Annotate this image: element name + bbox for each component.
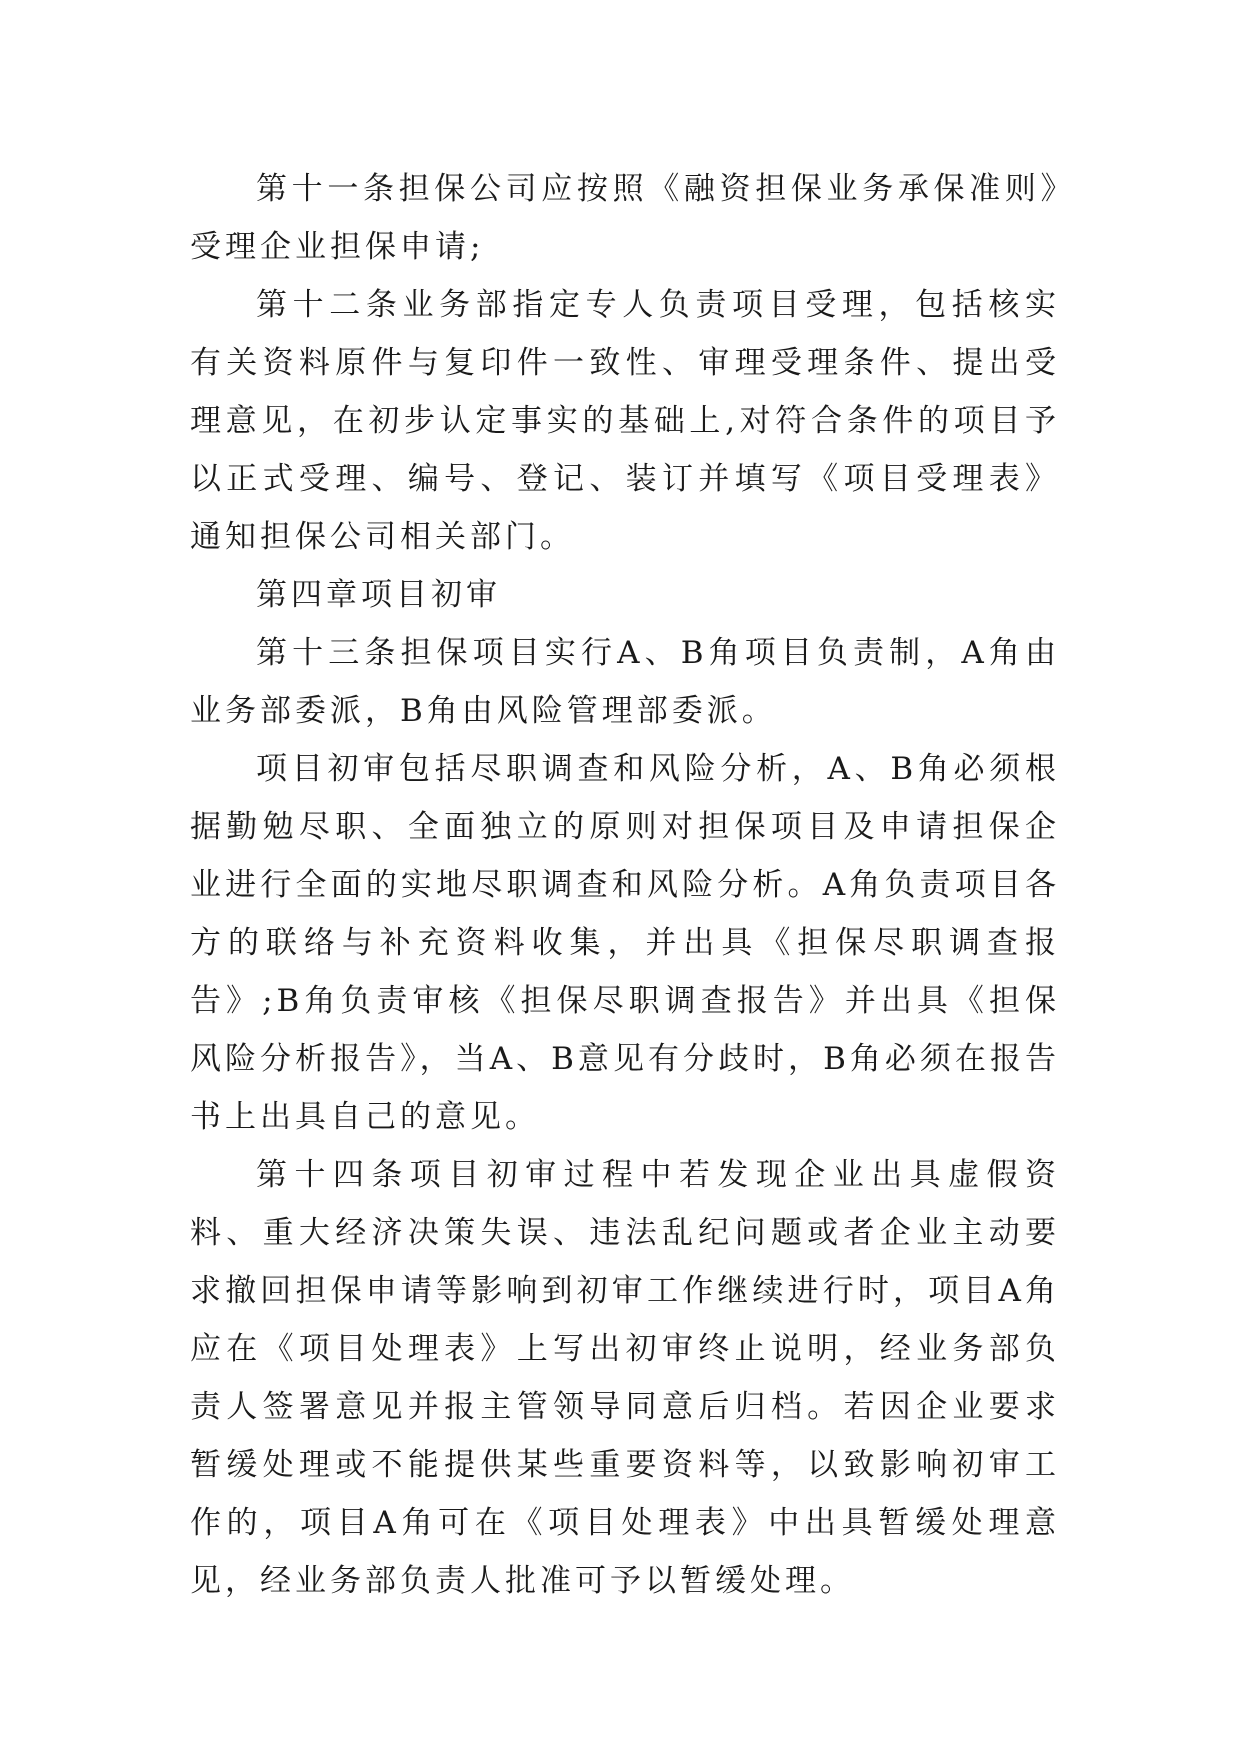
paragraph-initial-review: 项目初审包括尽职调查和风险分析，A、B角必须根据勤勉尽职、全面独立的原则对担保项目及申请担保企业进行全面的实地尽职调查和风险分析。A角负责项目各方的联络与补充资料收集，并出具《担保尽职调查报告》;B角负责审核《担保尽职调查报告》并出具《担保风险分析报告》，当A、B意见有分歧时，B角必须在报告书上出具自己的意见。 (190, 751, 1060, 1135)
paragraph-article-14: 第十四条项目初审过程中若发现企业出具虚假资料、重大经济决策失误、违法乱纪问题或者企业主动要求撤回担保申请等影响到初审工作继续进行时，项目A角应在《项目处理表》上写出初审终止说明，经业务部负责人签署意见并报主管领导同意后归档。若因企业要求暂缓处理或不能提供某些重要资料等，以致影响初审工作的，项目A角可在《项目处理表》中出具暂缓处理意见，经业务部负责人批准可予以暂缓处理。 (190, 1157, 1060, 1599)
chapter-heading: 第四章项目初审 (256, 577, 501, 613)
paragraph-article-12: 第十二条业务部指定专人负责项目受理，包括核实有关资料原件与复印件一致性、审理受理条件、提出受理意见，在初步认定事实的基础上,对符合条件的项目予以正式受理、编号、登记、装订并填写《项目受理表》通知担保公司相关部门。 (190, 287, 1060, 555)
paragraph-article-11: 第十一条担保公司应按照《融资担保业务承保准则》受理企业担保申请; (190, 171, 1060, 265)
document-body (190, 160, 1060, 1610)
paragraph-article-13: 第十三条担保项目实行A、B角项目负责制，A角由业务部委派，B角由风险管理部委派。 (190, 635, 1060, 729)
